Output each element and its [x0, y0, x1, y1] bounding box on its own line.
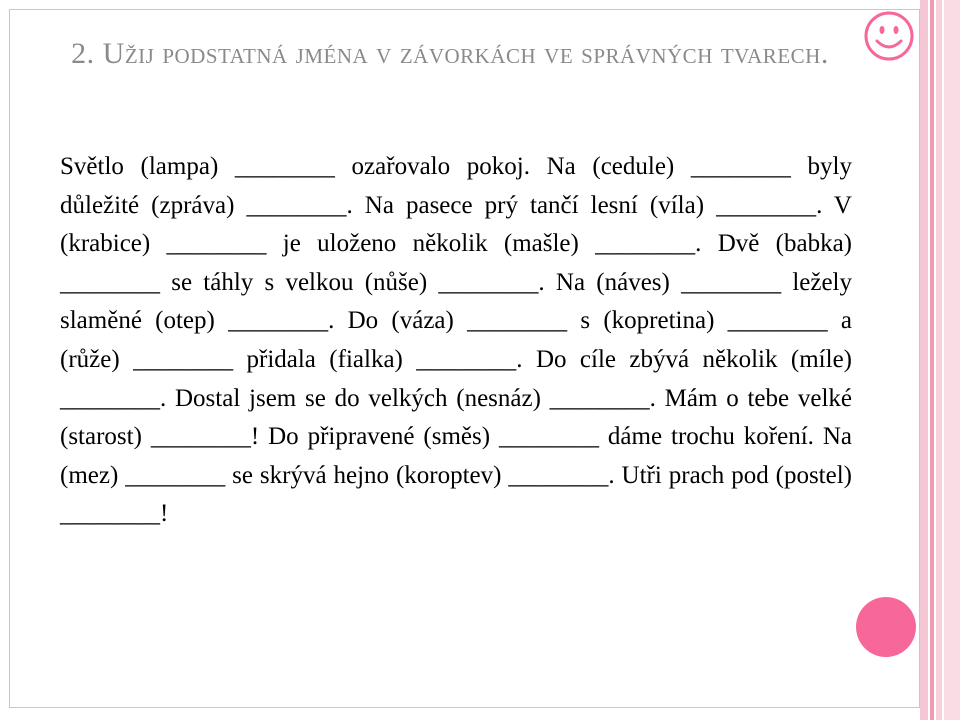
- stripe: [930, 0, 934, 720]
- stripe: [936, 0, 942, 720]
- smiley-face-icon: [863, 10, 915, 62]
- pink-circle-icon: [856, 597, 916, 657]
- title-text: 2. Užij podstatná jména v závorkách ve správných tvarech.: [71, 37, 829, 70]
- stripe: [944, 0, 960, 720]
- decorative-stripes: [920, 0, 960, 720]
- stripe: [920, 0, 928, 720]
- slide-title: [60, 28, 840, 80]
- exercise-text: Světlo (lampa) ________ ozařovalo pokoj. Na (cedule) ________ byly důležité (zpráva) ________. Na pasece prý tančí lesní (víla) ________. V (krabice) ________ je uloženo několik (mašle) ________. Dvě (babka) ________ se táhly s velkou (nůše) ________. Na (náves) ________ ležely slaměné (otep) ________. Do (váza) ________ s (kopretina) ________ a (růže) ________ přidala (fialka) ________. Do cíle zbývá několik (míle) ________. Dostal jsem se do velkých (nesnáz) ________. Mám o tebe velké (starost) ________! Do připravené (směs) ________ dáme trochu koření. Na (mez) ________ se skrývá hejno (koroptev) ________. Utři prach pod (postel) ________!: [60, 153, 852, 528]
